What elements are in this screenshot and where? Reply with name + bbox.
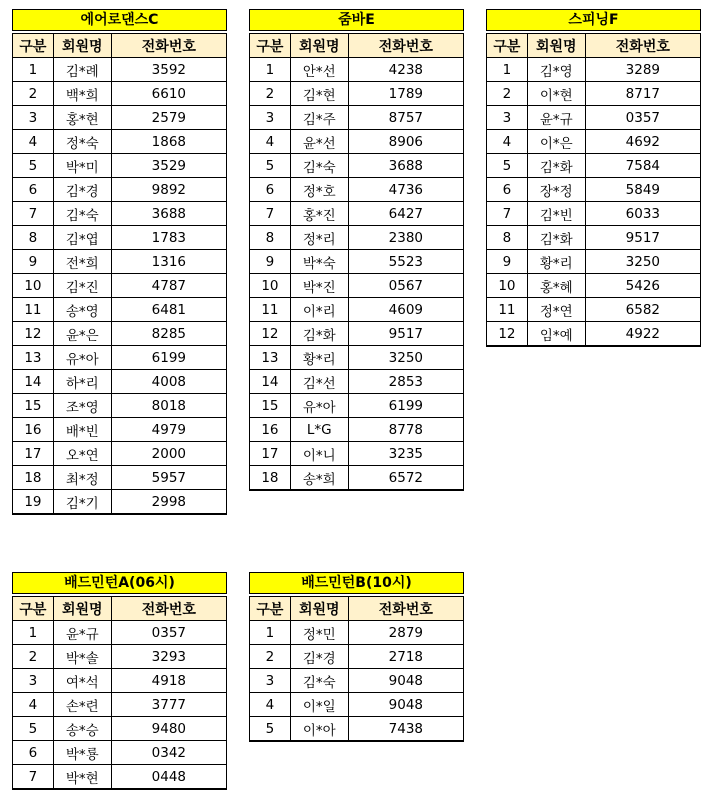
member-name: 김*영 — [527, 58, 585, 82]
phone-number: 0342 — [111, 741, 226, 765]
row-number: 15 — [13, 394, 54, 418]
row-number: 17 — [13, 442, 54, 466]
section-title: 배드민턴B(10시) — [249, 572, 464, 594]
table-row — [13, 226, 227, 250]
member-name: 유*아 — [53, 346, 111, 370]
table-row — [13, 298, 227, 322]
member-name: 정*연 — [527, 298, 585, 322]
row-number: 4 — [13, 130, 54, 154]
table-row — [250, 178, 464, 202]
member-name: 오*연 — [53, 442, 111, 466]
table-row — [250, 226, 464, 250]
phone-number: 6572 — [348, 466, 463, 491]
member-name: 여*석 — [53, 669, 111, 693]
member-name: 김*엽 — [53, 226, 111, 250]
table-row — [250, 202, 464, 226]
row-number: 7 — [13, 765, 54, 790]
table-row — [250, 418, 464, 442]
col-header-phone: 전화번호 — [585, 34, 700, 58]
phone-number: 6427 — [348, 202, 463, 226]
phone-number: 0357 — [111, 621, 226, 645]
phone-number: 4238 — [348, 58, 463, 82]
section-title: 배드민턴A(06시) — [12, 572, 227, 594]
member-name: 이*니 — [290, 442, 348, 466]
phone-number: 4692 — [585, 130, 700, 154]
member-name: 박*숙 — [290, 250, 348, 274]
row-number: 6 — [13, 178, 54, 202]
phone-number: 4922 — [585, 322, 700, 347]
col-header-name: 회원명 — [290, 597, 348, 621]
phone-number: 4918 — [111, 669, 226, 693]
member-name: 윤*은 — [53, 322, 111, 346]
row-number: 11 — [13, 298, 54, 322]
member-name: 손*련 — [53, 693, 111, 717]
member-name: 홍*혜 — [527, 274, 585, 298]
col-header-phone: 전화번호 — [111, 34, 226, 58]
row-number: 5 — [250, 154, 291, 178]
section-badminton-a — [12, 572, 227, 790]
row-number: 5 — [487, 154, 528, 178]
phone-number: 3592 — [111, 58, 226, 82]
table-row — [250, 250, 464, 274]
col-header-no: 구분 — [487, 34, 528, 58]
member-name: 김*경 — [290, 645, 348, 669]
row-number: 12 — [250, 322, 291, 346]
member-table — [486, 33, 701, 347]
row-number: 3 — [250, 669, 291, 693]
table-row — [250, 645, 464, 669]
row-number: 2 — [250, 645, 291, 669]
table-row — [13, 58, 227, 82]
row-number: 4 — [250, 130, 291, 154]
phone-number: 4008 — [111, 370, 226, 394]
phone-number: 5849 — [585, 178, 700, 202]
table-row — [487, 106, 701, 130]
member-name: 박*솔 — [53, 645, 111, 669]
table-row — [250, 370, 464, 394]
table-row — [487, 178, 701, 202]
phone-number: 1868 — [111, 130, 226, 154]
phone-number: 7584 — [585, 154, 700, 178]
section-title: 줌바E — [249, 9, 464, 31]
member-name: 홍*현 — [53, 106, 111, 130]
table-row — [13, 765, 227, 790]
table-row — [13, 645, 227, 669]
phone-number: 4787 — [111, 274, 226, 298]
row-number: 7 — [487, 202, 528, 226]
header-row — [487, 34, 701, 58]
member-name: 이*아 — [290, 717, 348, 742]
col-header-no: 구분 — [13, 597, 54, 621]
phone-number: 8906 — [348, 130, 463, 154]
phone-number: 6199 — [111, 346, 226, 370]
row-number: 8 — [487, 226, 528, 250]
phone-number: 3777 — [111, 693, 226, 717]
row-number: 8 — [250, 226, 291, 250]
table-row — [250, 322, 464, 346]
member-name: 안*선 — [290, 58, 348, 82]
row-number: 17 — [250, 442, 291, 466]
row-number: 9 — [487, 250, 528, 274]
header-row — [250, 597, 464, 621]
member-table — [249, 596, 464, 742]
member-name: 전*희 — [53, 250, 111, 274]
row-number: 1 — [13, 58, 54, 82]
table-row — [487, 154, 701, 178]
phone-number: 5523 — [348, 250, 463, 274]
member-table — [12, 33, 227, 515]
table-row — [250, 298, 464, 322]
table-row — [13, 346, 227, 370]
member-name: 윤*규 — [53, 621, 111, 645]
phone-number: 9480 — [111, 717, 226, 741]
phone-number: 1789 — [348, 82, 463, 106]
member-name: 김*화 — [527, 226, 585, 250]
table-row — [13, 130, 227, 154]
phone-number: 9048 — [348, 693, 463, 717]
member-name: 김*주 — [290, 106, 348, 130]
phone-number: 3250 — [348, 346, 463, 370]
table-row — [250, 154, 464, 178]
member-name: 박*룡 — [53, 741, 111, 765]
phone-number: 8757 — [348, 106, 463, 130]
member-name: 장*정 — [527, 178, 585, 202]
row-number: 11 — [487, 298, 528, 322]
member-name: 송*영 — [53, 298, 111, 322]
member-name: 황*리 — [527, 250, 585, 274]
col-header-no: 구분 — [250, 34, 291, 58]
member-name: 김*기 — [53, 490, 111, 515]
phone-number: 1316 — [111, 250, 226, 274]
phone-number: 9892 — [111, 178, 226, 202]
row-number: 10 — [250, 274, 291, 298]
row-number: 12 — [13, 322, 54, 346]
phone-number: 3688 — [348, 154, 463, 178]
member-name: 배*빈 — [53, 418, 111, 442]
phone-number: 6481 — [111, 298, 226, 322]
header-row — [13, 597, 227, 621]
section-zumba-e — [249, 9, 464, 491]
table-row — [13, 274, 227, 298]
member-name: 황*리 — [290, 346, 348, 370]
phone-number: 5426 — [585, 274, 700, 298]
row-number: 16 — [250, 418, 291, 442]
row-number: 8 — [13, 226, 54, 250]
col-header-no: 구분 — [13, 34, 54, 58]
row-number: 5 — [13, 154, 54, 178]
phone-number: 9048 — [348, 669, 463, 693]
table-row — [13, 490, 227, 515]
row-number: 6 — [13, 741, 54, 765]
member-name: 송*승 — [53, 717, 111, 741]
row-number: 3 — [13, 669, 54, 693]
table-row — [250, 82, 464, 106]
row-number: 16 — [13, 418, 54, 442]
member-name: 정*숙 — [53, 130, 111, 154]
table-row — [250, 466, 464, 491]
phone-number: 0448 — [111, 765, 226, 790]
table-row — [13, 669, 227, 693]
member-name: 윤*선 — [290, 130, 348, 154]
row-number: 6 — [250, 178, 291, 202]
row-number: 5 — [13, 717, 54, 741]
table-row — [250, 130, 464, 154]
member-name: 김*진 — [53, 274, 111, 298]
table-row — [487, 250, 701, 274]
table-row — [13, 370, 227, 394]
table-row — [13, 322, 227, 346]
row-number: 7 — [13, 202, 54, 226]
member-name: L*G — [290, 418, 348, 442]
row-number: 9 — [250, 250, 291, 274]
table-row — [487, 226, 701, 250]
col-header-phone: 전화번호 — [348, 34, 463, 58]
member-name: 김*선 — [290, 370, 348, 394]
member-name: 박*진 — [290, 274, 348, 298]
table-row — [250, 394, 464, 418]
row-number: 10 — [487, 274, 528, 298]
row-number: 18 — [13, 466, 54, 490]
row-number: 3 — [487, 106, 528, 130]
table-row — [250, 717, 464, 742]
phone-number: 2000 — [111, 442, 226, 466]
table-row — [13, 693, 227, 717]
member-name: 김*숙 — [290, 669, 348, 693]
phone-number: 5957 — [111, 466, 226, 490]
phone-number: 9517 — [348, 322, 463, 346]
header-row — [250, 34, 464, 58]
row-number: 3 — [250, 106, 291, 130]
phone-number: 1783 — [111, 226, 226, 250]
section-title: 스피닝F — [486, 9, 701, 31]
phone-number: 2879 — [348, 621, 463, 645]
phone-number: 2853 — [348, 370, 463, 394]
phone-number: 3235 — [348, 442, 463, 466]
table-row — [13, 741, 227, 765]
phone-number: 8717 — [585, 82, 700, 106]
table-row — [13, 202, 227, 226]
phone-number: 3250 — [585, 250, 700, 274]
member-name: 김*화 — [527, 154, 585, 178]
table-row — [13, 394, 227, 418]
row-number: 14 — [250, 370, 291, 394]
section-spinning-f — [486, 9, 701, 347]
row-number: 11 — [250, 298, 291, 322]
phone-number: 3289 — [585, 58, 700, 82]
table-row — [487, 82, 701, 106]
table-row — [13, 82, 227, 106]
phone-number: 9517 — [585, 226, 700, 250]
member-name: 유*아 — [290, 394, 348, 418]
row-number: 2 — [487, 82, 528, 106]
member-name: 김*경 — [53, 178, 111, 202]
row-number: 4 — [250, 693, 291, 717]
row-number: 2 — [13, 645, 54, 669]
table-row — [487, 202, 701, 226]
member-name: 김*빈 — [527, 202, 585, 226]
table-row — [250, 621, 464, 645]
col-header-phone: 전화번호 — [348, 597, 463, 621]
member-table — [12, 596, 227, 790]
member-name: 이*리 — [290, 298, 348, 322]
table-row — [13, 250, 227, 274]
header-row — [13, 34, 227, 58]
table-row — [487, 298, 701, 322]
row-number: 18 — [250, 466, 291, 491]
member-name: 정*호 — [290, 178, 348, 202]
phone-number: 0357 — [585, 106, 700, 130]
phone-number: 4979 — [111, 418, 226, 442]
phone-number: 8778 — [348, 418, 463, 442]
phone-number: 4736 — [348, 178, 463, 202]
table-row — [13, 178, 227, 202]
row-number: 13 — [250, 346, 291, 370]
member-name: 이*현 — [527, 82, 585, 106]
row-number: 13 — [13, 346, 54, 370]
member-name: 이*일 — [290, 693, 348, 717]
row-number: 6 — [487, 178, 528, 202]
table-row — [13, 106, 227, 130]
row-number: 19 — [13, 490, 54, 515]
section-title: 에어로댄스C — [12, 9, 227, 31]
row-number: 1 — [487, 58, 528, 82]
table-row — [250, 442, 464, 466]
table-row — [487, 130, 701, 154]
row-number: 14 — [13, 370, 54, 394]
member-name: 송*희 — [290, 466, 348, 491]
member-name: 이*은 — [527, 130, 585, 154]
phone-number: 3688 — [111, 202, 226, 226]
phone-number: 6610 — [111, 82, 226, 106]
table-row — [13, 154, 227, 178]
table-row — [13, 442, 227, 466]
member-table — [249, 33, 464, 491]
phone-number: 0567 — [348, 274, 463, 298]
row-number: 15 — [250, 394, 291, 418]
table-row — [250, 106, 464, 130]
phone-number: 6199 — [348, 394, 463, 418]
phone-number: 3529 — [111, 154, 226, 178]
member-name: 조*영 — [53, 394, 111, 418]
table-row — [13, 418, 227, 442]
row-number: 10 — [13, 274, 54, 298]
member-name: 정*리 — [290, 226, 348, 250]
phone-number: 2380 — [348, 226, 463, 250]
phone-number: 2998 — [111, 490, 226, 515]
row-number: 4 — [487, 130, 528, 154]
col-header-name: 회원명 — [53, 597, 111, 621]
col-header-name: 회원명 — [53, 34, 111, 58]
table-row — [487, 274, 701, 298]
row-number: 2 — [13, 82, 54, 106]
member-name: 하*리 — [53, 370, 111, 394]
table-row — [487, 58, 701, 82]
phone-number: 6582 — [585, 298, 700, 322]
member-name: 김*화 — [290, 322, 348, 346]
phone-number: 8018 — [111, 394, 226, 418]
table-row — [250, 274, 464, 298]
phone-number: 3293 — [111, 645, 226, 669]
table-row — [250, 346, 464, 370]
phone-number: 2718 — [348, 645, 463, 669]
member-name: 김*숙 — [290, 154, 348, 178]
table-row — [487, 322, 701, 347]
row-number: 3 — [13, 106, 54, 130]
row-number: 1 — [250, 621, 291, 645]
phone-number: 7438 — [348, 717, 463, 742]
member-name: 홍*진 — [290, 202, 348, 226]
table-row — [250, 669, 464, 693]
table-row — [13, 717, 227, 741]
row-number: 7 — [250, 202, 291, 226]
table-row — [250, 693, 464, 717]
col-header-phone: 전화번호 — [111, 597, 226, 621]
member-name: 백*희 — [53, 82, 111, 106]
col-header-name: 회원명 — [290, 34, 348, 58]
row-number: 1 — [250, 58, 291, 82]
member-name: 윤*규 — [527, 106, 585, 130]
table-row — [13, 466, 227, 490]
row-number: 9 — [13, 250, 54, 274]
section-aerodance-c — [12, 9, 227, 515]
member-name: 김*례 — [53, 58, 111, 82]
col-header-no: 구분 — [250, 597, 291, 621]
member-name: 김*현 — [290, 82, 348, 106]
member-name: 최*정 — [53, 466, 111, 490]
section-badminton-b — [249, 572, 464, 742]
member-name: 박*현 — [53, 765, 111, 790]
member-name: 김*숙 — [53, 202, 111, 226]
col-header-name: 회원명 — [527, 34, 585, 58]
member-name: 박*미 — [53, 154, 111, 178]
row-number: 5 — [250, 717, 291, 742]
table-row — [250, 58, 464, 82]
table-row — [13, 621, 227, 645]
phone-number: 4609 — [348, 298, 463, 322]
phone-number: 6033 — [585, 202, 700, 226]
member-name: 정*민 — [290, 621, 348, 645]
member-name: 임*예 — [527, 322, 585, 347]
row-number: 2 — [250, 82, 291, 106]
row-number: 1 — [13, 621, 54, 645]
row-number: 12 — [487, 322, 528, 347]
row-number: 4 — [13, 693, 54, 717]
phone-number: 2579 — [111, 106, 226, 130]
phone-number: 8285 — [111, 322, 226, 346]
